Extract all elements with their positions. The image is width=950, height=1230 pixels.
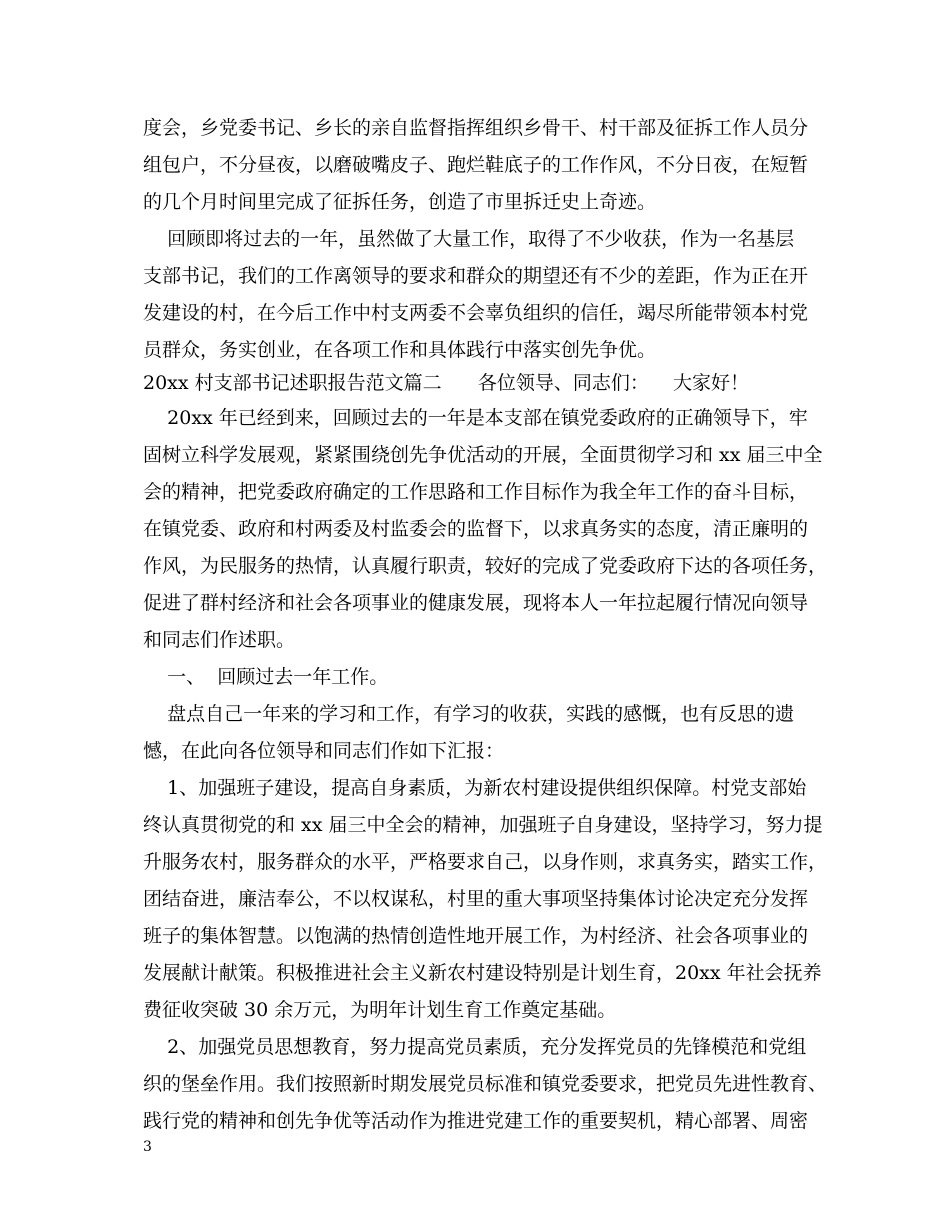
body-text-line: 员群众，务实创业，在各项工作和具体践行中落实创先争优。 <box>143 339 657 361</box>
subsection-heading-line: 一、 回顾过去一年工作。 <box>143 666 389 688</box>
body-text-line: 固树立科学发展观，紧紧围绕创先争优活动的开展，全面贯彻学习和 xx 届三中全 <box>143 444 823 466</box>
body-text-line: 盘点自己一年来的学习和工作，有学习的收获，实践的感慨，也有反思的遗 <box>143 703 795 725</box>
page-number: 3 <box>143 1139 152 1155</box>
body-text-line: 终认真贯彻党的和 xx 届三中全会的精神，加强班子自身建设，坚持学习，努力提 <box>143 814 823 836</box>
body-text-line: 支部书记，我们的工作离领导的要求和群众的期望还有不少的差距，作为正在开 <box>143 265 809 287</box>
body-text-line: 团结奋进，廉洁奉公，不以权谋私，村里的重大事项坚持集体讨论决定充分发挥 <box>143 888 809 910</box>
body-text-line: 践行党的精神和创先争优等活动作为推进党建工作的重要契机，精心部署、周密 <box>143 1110 809 1132</box>
body-text-line: 促进了群村经济和社会各项事业的健康发展，现将本人一年拉起履行情况向领导 <box>143 592 809 614</box>
body-text-line: 度会，乡党委书记、乡长的亲自监督指挥组织乡骨干、村干部及征拆工作人员分 <box>143 117 809 139</box>
body-text-line: 2、加强党员思想教育，努力提高党员素质，充分发挥党员的先锋模范和党组 <box>143 1036 807 1058</box>
body-text-line: 的几个月时间里完成了征拆任务，创造了市里拆迁史上奇迹。 <box>143 191 657 213</box>
section-heading-line: 20xx 村支部书记述职报告范文篇二 各位领导、同志们： 大家好！ <box>143 372 750 394</box>
body-text-line: 费征收突破 30 余万元，为明年计划生育工作奠定基础。 <box>143 999 617 1021</box>
body-text-line: 织的堡垒作用。我们按照新时期发展党员标准和镇党委要求，把党员先进性教育、 <box>143 1073 828 1095</box>
body-text-line: 1、加强班子建设，提高自身素质，为新农村建设提供组织保障。村党支部始 <box>143 777 807 799</box>
body-text-line: 作风，为民服务的热情，认真履行职责，较好的完成了党委政府下达的各项任务， <box>143 555 828 577</box>
body-text-line: 会的精神，把党委政府确定的工作思路和工作目标作为我全年工作的奋斗目标， <box>143 481 809 503</box>
body-text-line: 回顾即将过去的一年，虽然做了大量工作，取得了不少收获，作为一名基层 <box>143 228 795 250</box>
body-text-line: 班子的集体智慧。以饱满的热情创造性地开展工作，为村经济、社会各项事业的 <box>143 925 809 947</box>
body-text-line: 发展献计献策。积极推进社会主义新农村建设特别是计划生育，20xx 年社会抚养 <box>143 962 822 984</box>
body-text-line: 憾，在此向各位领导和同志们作如下汇报： <box>143 740 505 762</box>
body-text-line: 20xx 年已经到来，回顾过去的一年是本支部在镇党委政府的正确领导下，牢 <box>143 407 808 429</box>
body-text-line: 发建设的村，在今后工作中村支两委不会辜负组织的信任，竭尽所能带领本村党 <box>143 302 809 324</box>
body-text-line: 升服务农村，服务群众的水平，严格要求自己，以身作则，求真务实，踏实工作， <box>143 851 828 873</box>
body-text-line: 和同志们作述职。 <box>143 629 296 651</box>
body-text-line: 在镇党委、政府和村两委及村监委会的监督下，以求真务实的态度，清正廉明的 <box>143 518 809 540</box>
body-text-line: 组包户，不分昼夜，以磨破嘴皮子、跑烂鞋底子的工作作风，不分日夜，在短暂 <box>143 154 809 176</box>
